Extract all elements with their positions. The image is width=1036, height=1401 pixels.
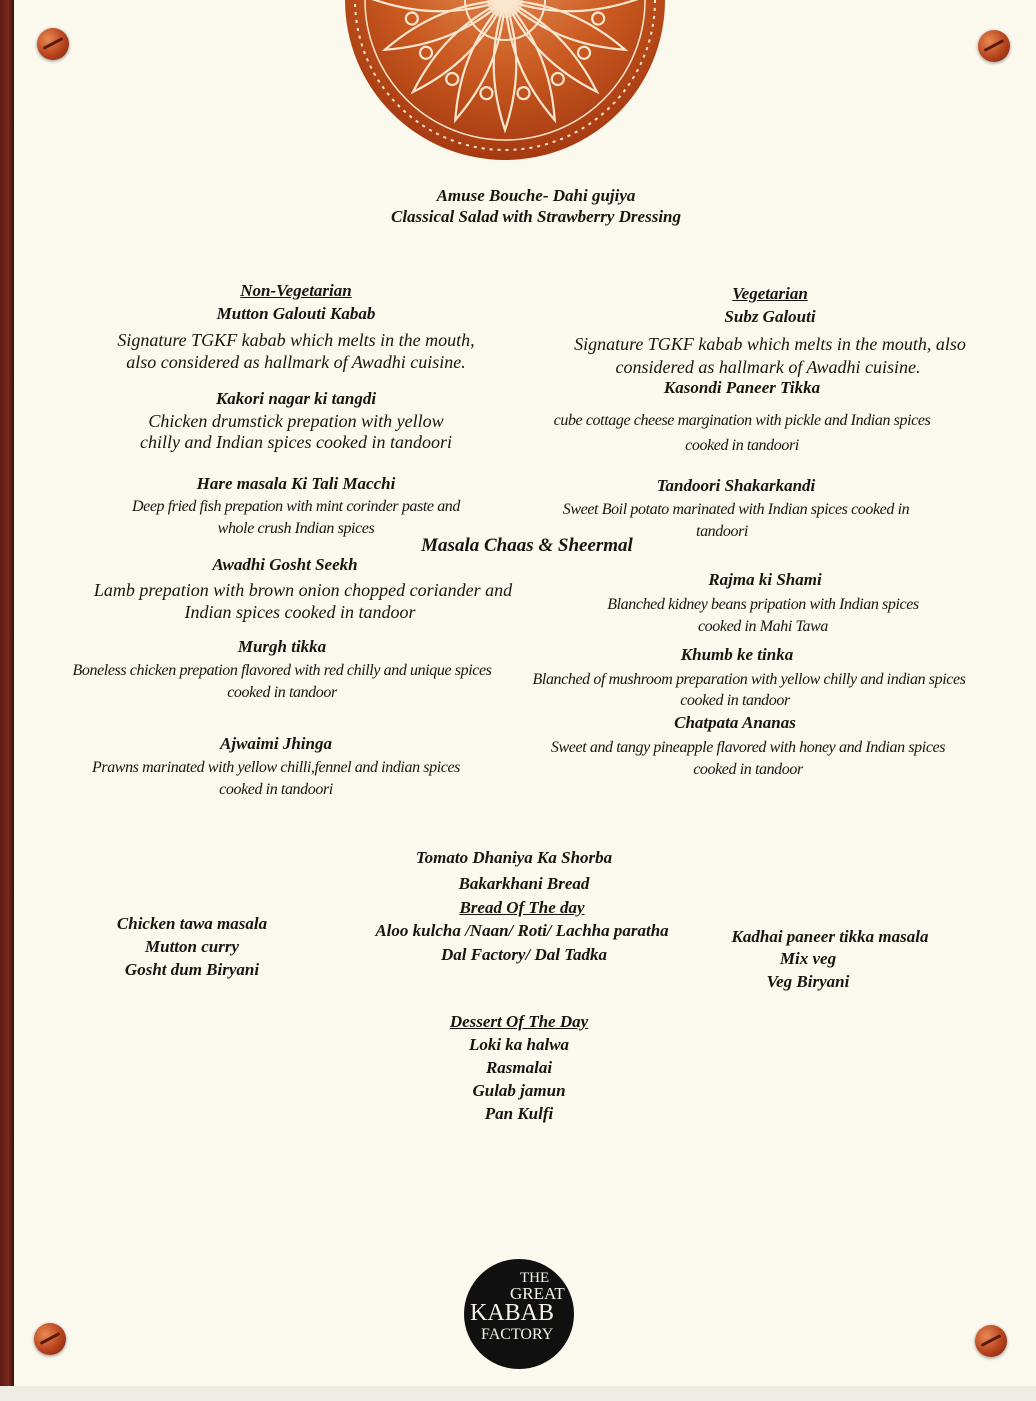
nv-item-desc: Prawns marinated with yellow chilli,fennel and indian spices (92, 759, 460, 776)
v-item-desc: Signature TGKF kabab which melts in the mouth, also (574, 334, 966, 354)
v-item-desc: cooked in tandoor (680, 692, 790, 709)
v-item-name: Rajma ki Shami (708, 570, 822, 589)
v-item-name: Subz Galouti (724, 307, 816, 326)
nv-item-desc: Lamb prepation with brown onion chopped coriander and (93, 580, 513, 600)
logo-text-factory: FACTORY (481, 1326, 554, 1343)
left-border-strip (0, 0, 14, 1401)
dal: Dal Factory/ Dal Tadka (440, 945, 608, 964)
ornamental-medallion (340, 0, 670, 165)
screw-bottom-left (34, 1323, 66, 1355)
screw-top-right (978, 30, 1010, 62)
nv-item-desc: Boneless chicken prepation flavored with red chilly and unique spices (72, 662, 492, 679)
v-item-name: Khumb ke tinka (680, 645, 794, 664)
v-item-desc: cooked in tandoori (685, 437, 799, 454)
dessert-item: Rasmalai (485, 1058, 553, 1077)
v-main-item: Veg Biryani (766, 972, 850, 991)
v-item-name: Chatpata Ananas (674, 713, 796, 732)
kabab-factory-logo (464, 1259, 574, 1369)
v-item-desc: considered as hallmark of Awadhi cuisine. (615, 357, 921, 377)
nv-main-item: Mutton curry (145, 937, 239, 956)
nv-item-name: Mutton Galouti Kabab (216, 304, 376, 323)
nv-item-desc: Deep fried fish prepation with mint corinder paste and (131, 498, 461, 515)
nv-item-desc: chilly and Indian spices cooked in tandoori (140, 432, 452, 452)
v-item-name: Kasondi Paneer Tikka (663, 378, 821, 397)
logo-text-great: GREAT (510, 1284, 565, 1303)
logo-text-the: THE (520, 1270, 550, 1286)
soup: Tomato Dhaniya Ka Shorba (415, 848, 613, 867)
bottom-margin (0, 1386, 1036, 1401)
nv-item-desc: cooked in tandoori (219, 781, 333, 798)
amuse-bouche: Amuse Bouche- Dahi gujiya (436, 186, 636, 205)
bread: Bakarkhani Bread (458, 874, 590, 893)
v-item-desc: Blanched kidney beans pripation with Indian spices (607, 596, 919, 613)
v-item-desc: Sweet Boil potato marinated with Indian spices cooked in (562, 501, 910, 518)
v-item-desc: cooked in tandoor (693, 761, 803, 778)
dessert-item: Gulab jamun (472, 1081, 566, 1100)
v-item-desc: Sweet and tangy pineapple flavored with honey and Indian spices (550, 739, 946, 756)
veg-heading: Vegetarian (732, 284, 808, 303)
v-item-desc: cooked in Mahi Tawa (697, 618, 829, 635)
v-item-desc: cube cottage cheese margination with pickle and Indian spices (553, 412, 931, 429)
v-main-item: Kadhai paneer tikka masala (731, 927, 929, 946)
v-item-desc: tandoori (696, 523, 748, 540)
breads: Aloo kulcha /Naan/ Roti/ Lachha paratha (375, 921, 669, 940)
logo-text-kabab: KABAB (470, 1300, 555, 1326)
nv-item-desc: also considered as hallmark of Awadhi cuisine. (126, 352, 466, 372)
nv-item-desc: Signature TGKF kabab which melts in the mouth, (117, 330, 475, 350)
nv-item-name: Hare masala Ki Tali Macchi (196, 474, 396, 493)
bread-heading: Bread Of The day (459, 898, 585, 917)
salad: Classical Salad with Strawberry Dressing (390, 207, 682, 226)
non-veg-heading: Non-Vegetarian (240, 281, 352, 300)
nv-item-desc: Indian spices cooked in tandoor (184, 602, 416, 622)
v-main-item: Mix veg (779, 949, 837, 968)
nv-main-item: Gosht dum Biryani (124, 960, 260, 979)
nv-item-desc: cooked in tandoor (227, 684, 337, 701)
nv-main-item: Chicken tawa masala (116, 914, 268, 933)
nv-item-name: Kakori nagar ki tangdi (215, 389, 377, 408)
nv-item-desc: whole crush Indian spices (217, 520, 375, 537)
nv-item-desc: Chicken drumstick prepation with yellow (148, 411, 444, 431)
screw-top-left (37, 28, 69, 60)
dessert-heading: Dessert Of The Day (449, 1012, 589, 1031)
nv-item-name: Ajwaimi Jhinga (220, 734, 332, 753)
v-item-name: Tandoori Shakarkandi (656, 476, 816, 495)
screw-bottom-right (975, 1325, 1007, 1357)
dessert-item: Pan Kulfi (484, 1104, 554, 1123)
nv-item-name: Murgh tikka (237, 637, 327, 656)
beverage: Masala Chaas & Sheermal (421, 535, 633, 556)
dessert-item: Loki ka halwa (468, 1035, 570, 1054)
nv-item-name: Awadhi Gosht Seekh (212, 555, 358, 574)
v-item-desc: Blanched of mushroom preparation with yellow chilly and indian spices (532, 671, 966, 688)
